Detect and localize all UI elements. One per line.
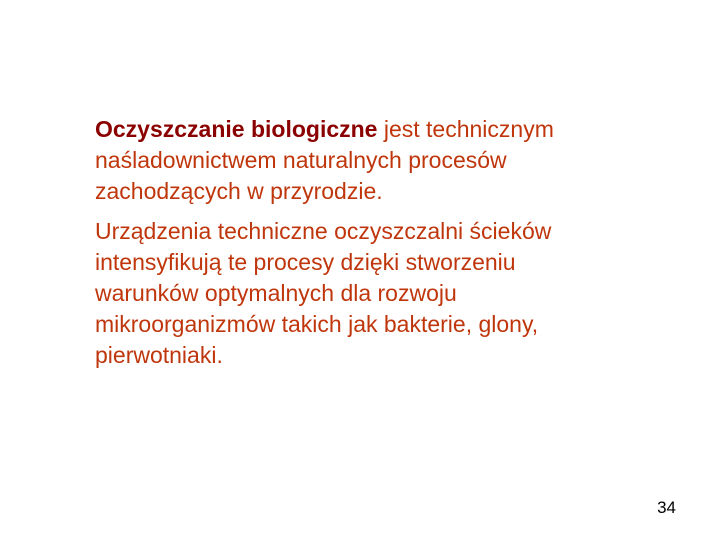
definition-text: jest technicznym naśladownictwem naturalnych procesów zachodzących w przyrodzie.	[95, 116, 554, 204]
slide-body	[95, 114, 615, 371]
paragraph-description: Urządzenia techniczne oczyszczalni ścieków intensyfikują te procesy dzięki stworzeniu warunków optymalnych dla rozwoju mikroorganizmów takich jak bakterie, glony, pierwotniaki.	[95, 218, 552, 368]
paragraph-definition	[95, 114, 615, 207]
bold-term: Oczyszczanie biologiczne	[95, 116, 378, 142]
page-number: 34	[657, 498, 676, 517]
